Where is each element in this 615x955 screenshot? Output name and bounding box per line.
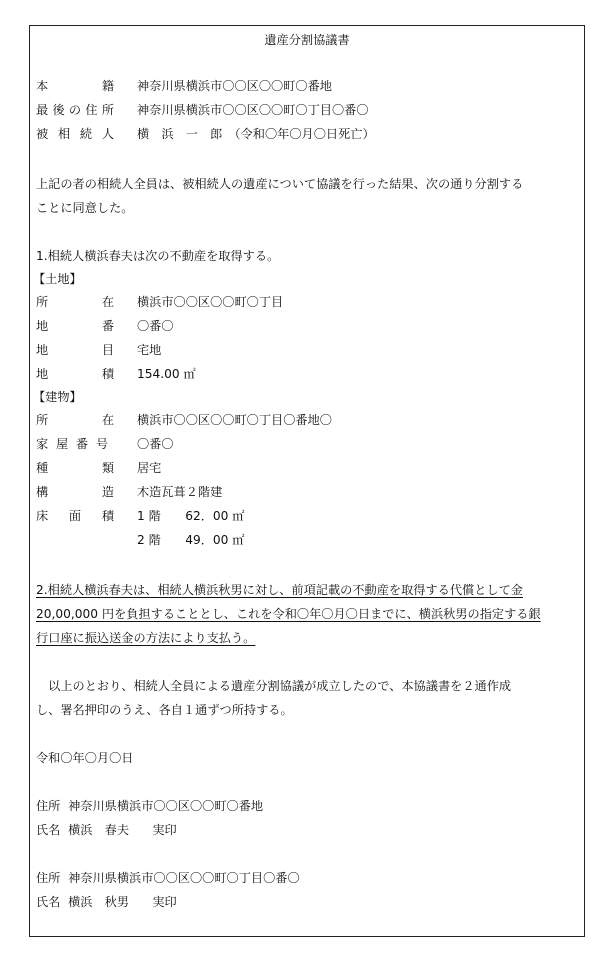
clause2-line-3: 行口座に振込送金の方法により支払う。: [36, 631, 256, 645]
closing-line-2: し、署名押印のうえ、各自１通ずつ所持する。: [36, 703, 293, 717]
document-frame: [29, 25, 585, 937]
land-area-value: 154.00 ㎡: [137, 367, 196, 381]
signer1-name-row: [36, 822, 177, 838]
signer1-name: 横浜 春夫: [68, 823, 130, 837]
last-address-value: 神奈川県横浜市〇〇区〇〇町〇丁目〇番〇: [137, 103, 369, 117]
agreement-date: 令和〇年〇月〇日: [36, 751, 134, 765]
house-number-value: 〇番〇: [137, 437, 174, 451]
signer2-name-label: 氏名: [36, 895, 61, 909]
land-category-label: 地 目: [36, 343, 114, 357]
building-type-label: 種 類: [36, 461, 114, 475]
deceased-name-label: 被 相 続 人: [36, 127, 114, 141]
signer2-address: 神奈川県横浜市〇〇区〇〇町〇丁目〇番〇: [68, 871, 300, 885]
intro-line-2: ことに同意した。: [36, 201, 134, 215]
floor-area-value-1: 1 階 62．00 ㎡: [137, 509, 245, 523]
signer1-address-label: 住所: [36, 799, 61, 813]
signer2-address-row: [36, 870, 300, 886]
building-structure-label: 構 造: [36, 485, 114, 499]
building-type-value: 居宅: [137, 461, 162, 475]
land-number-label: 地 番: [36, 319, 114, 333]
building-heading: 【建物】: [33, 390, 82, 404]
land-heading: 【土地】: [33, 272, 82, 286]
signer2-name-row: [36, 894, 177, 910]
clause2-line-2: 20,00,000 円を負担することとし、これを令和〇年〇月〇日までに、横浜秋男の指定する銀: [36, 607, 541, 621]
land-location-value: 横浜市〇〇区〇〇町〇丁目: [137, 295, 284, 309]
intro-line-1: 上記の者の相続人全員は、被相続人の遺産について協議を行った結果、次の通り分割する: [36, 177, 524, 191]
deceased-name-value: 横 浜 一 郎 （令和〇年〇月〇日死亡）: [137, 127, 375, 141]
honseki-value: 神奈川県横浜市〇〇区〇〇町〇番地: [137, 79, 332, 93]
last-address-label: 最 後 の 住 所: [36, 103, 114, 117]
house-number-label: 家 屋 番 号: [36, 437, 108, 451]
signer1-name-label: 氏名: [36, 823, 61, 837]
building-location-label: 所 在: [36, 413, 114, 427]
land-number-value: 〇番〇: [137, 319, 174, 333]
land-category-value: 宅地: [137, 343, 162, 357]
building-structure-value: 木造瓦葺２階建: [137, 485, 223, 499]
closing-line-1: 以上のとおり、相続人全員による遺産分割協議が成立したので、本協議書を２通作成: [36, 679, 512, 693]
honseki-label: 本 籍: [36, 79, 114, 93]
land-location-label: 所 在: [36, 295, 114, 309]
floor-area-label: 床 面 積: [36, 509, 114, 523]
signer2-address-label: 住所: [36, 871, 61, 885]
signer2-name: 横浜 秋男: [68, 895, 130, 909]
floor-area-value-2: 2 階 49．00 ㎡: [137, 533, 245, 547]
signer1-address: 神奈川県横浜市〇〇区〇〇町〇番地: [68, 799, 264, 813]
document-title: 遺産分割協議書: [264, 33, 350, 47]
building-location-value: 横浜市〇〇区〇〇町〇丁目〇番地〇: [137, 413, 332, 427]
clause1-heading: 1.相続人横浜春夫は次の不動産を取得する。: [36, 249, 280, 263]
land-area-label: 地 積: [36, 367, 114, 381]
signer1-address-row: [36, 798, 263, 814]
signer1-seal: 実印: [152, 823, 177, 837]
clause2-line-1: 2.相続人横浜春夫は、相続人横浜秋男に対し、前項記載の不動産を取得する代償として金: [36, 583, 523, 597]
signer2-seal: 実印: [152, 895, 177, 909]
